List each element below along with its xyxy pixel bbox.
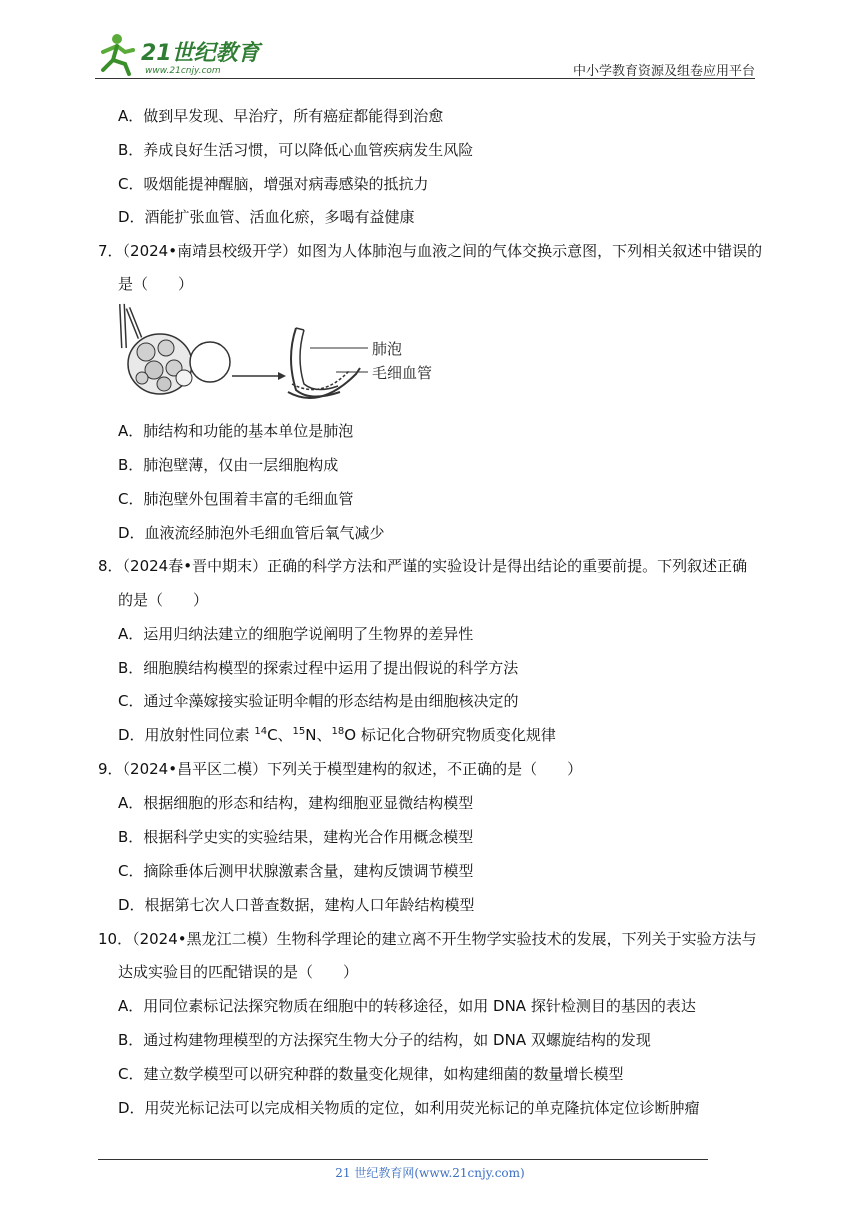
q6-option-c: C．吸烟能提神醒脑，增强对病毒感染的抵抗力	[118, 175, 429, 193]
q7-stem-cont: 是（ ）	[118, 275, 194, 293]
q9-option-d: D．根据第七次人口普查数据，建构人口年龄结构模型	[118, 896, 475, 914]
q9-option-c: C．摘除垂体后测甲状腺激素含量，建构反馈调节模型	[118, 862, 474, 880]
q8-stem-cont: 的是（ ）	[118, 591, 209, 609]
page-header	[95, 30, 755, 82]
q8-option-a: A．运用归纳法建立的细胞学说阐明了生物界的差异性	[118, 625, 474, 643]
q7-option-b: B．肺泡壁薄，仅由一层细胞构成	[118, 456, 339, 474]
q8-option-d: D．用放射性同位素 $^{14}$C、$^{15}$N、$^{18}$O 标记化合物研究物质变化规律	[118, 726, 556, 744]
21cnjy-logo	[95, 30, 265, 78]
svg-text:www.21cnjy.com: www.21cnjy.com	[145, 66, 221, 76]
q9-option-b: B．根据科学史实的实验结果，建构光合作用概念模型	[118, 828, 474, 846]
q8-option-b: B．细胞膜结构模型的探索过程中运用了提出假说的科学方法	[118, 659, 519, 677]
platform-name: 中小学教育资源及组卷应用平台	[572, 64, 755, 79]
q10-stem: 10．（2024•黑龙江二模）生物科学理论的建立离不开生物学实验技术的发展，下列关于实验方法与	[98, 930, 757, 948]
q10-option-c: C．建立数学模型可以研究种群的数量变化规律，如构建细菌的数量增长模型	[118, 1065, 624, 1083]
svg-text:21世纪教育: 21世纪教育	[141, 41, 260, 66]
q7-option-d: D．血液流经肺泡外毛细血管后氧气减少	[118, 524, 385, 542]
q8-option-c: C．通过伞藻嫁接实验证明伞帽的形态结构是由细胞核决定的	[118, 692, 519, 710]
alveolus-gas-exchange-figure	[110, 298, 450, 408]
q6-option-b: B．养成良好生活习惯，可以降低心血管疾病发生风险	[118, 141, 474, 159]
q10-option-b: B．通过构建物理模型的方法探究生物大分子的结构，如 DNA 双螺旋结构的发现	[118, 1031, 651, 1049]
q6-option-a: A．做到早发现、早治疗，所有癌症都能得到治愈	[118, 107, 444, 125]
header-rule	[95, 78, 755, 79]
q9-option-a: A．根据细胞的形态和结构，建构细胞亚显微结构模型	[118, 794, 474, 812]
label-capillary: 毛细血管	[372, 364, 433, 382]
q7-option-a: A．肺结构和功能的基本单位是肺泡	[118, 422, 354, 440]
footer-rule	[98, 1159, 708, 1160]
q7-stem: 7．（2024•南靖县校级开学）如图为人体肺泡与血液之间的气体交换示意图，下列相关叙述中错误的	[98, 242, 763, 260]
q10-option-a: A．用同位素标记法探究物质在细胞中的转移途径，如用 DNA 探针检测目的基因的表达	[118, 997, 696, 1015]
q7-option-c: C．肺泡壁外包围着丰富的毛细血管	[118, 490, 354, 508]
q6-option-d: D．酒能扩张血管、活血化瘀，多喝有益健康	[118, 208, 415, 226]
footer-link[interactable]: 21 世纪教育网(www.21cnjy.com)	[335, 1166, 525, 1180]
q8-stem: 8．（2024春•晋中期末）正确的科学方法和严谨的实验设计是得出结论的重要前提。下列叙述正确	[98, 557, 748, 575]
q10-option-d: D．用荧光标记法可以完成相关物质的定位，如利用荧光标记的单克隆抗体定位诊断肿瘤	[118, 1099, 700, 1117]
q10-stem-cont: 达成实验目的匹配错误的是（ ）	[118, 963, 359, 981]
q9-stem: 9．（2024•昌平区二模）下列关于模型建构的叙述，不正确的是（ ）	[98, 760, 583, 778]
label-alveolus: 肺泡	[372, 340, 403, 358]
